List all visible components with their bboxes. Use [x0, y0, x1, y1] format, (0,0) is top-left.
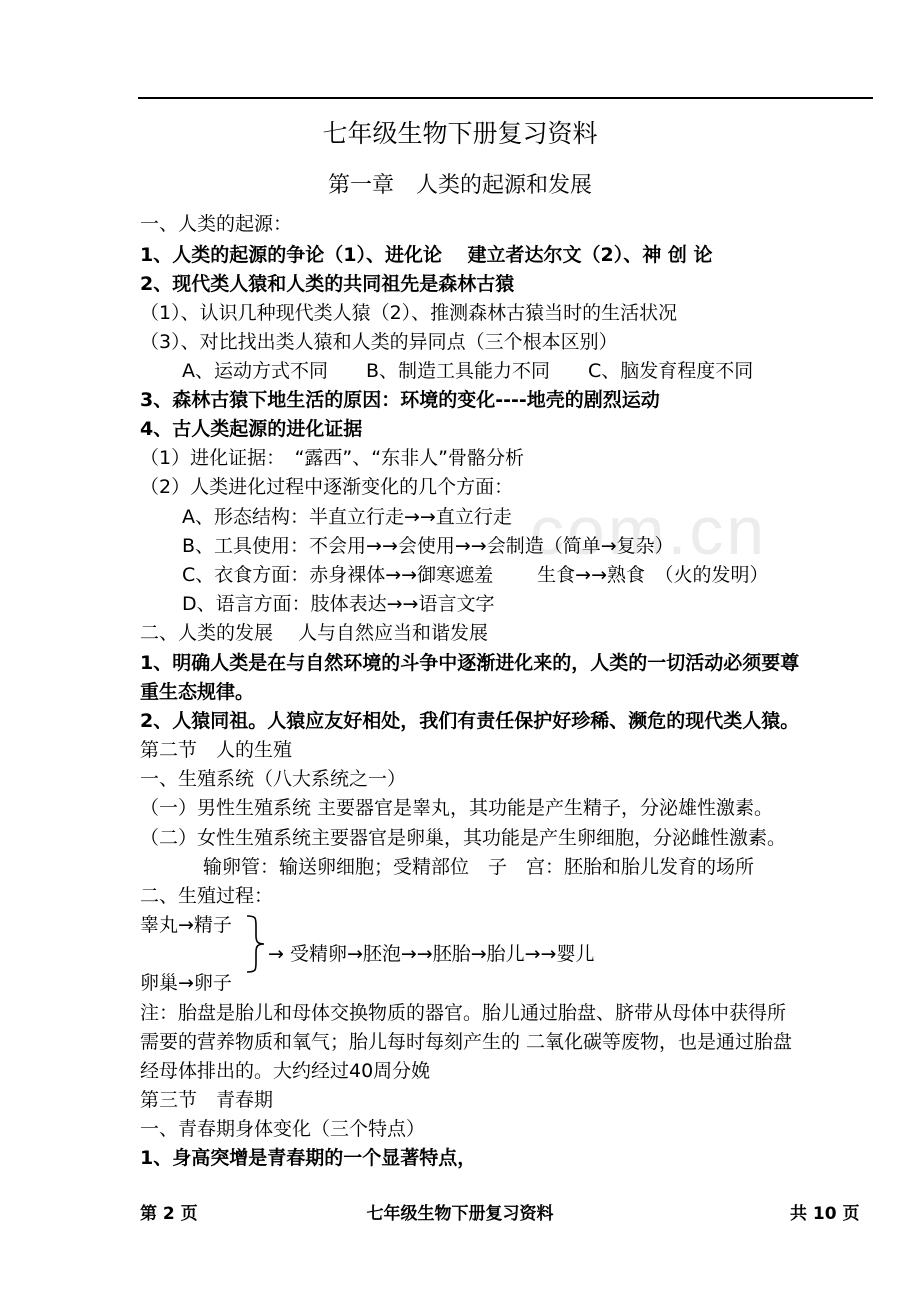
chapter-heading: 第一章 人类的起源和发展 — [327, 173, 592, 198]
watermark: com.cn — [530, 493, 768, 569]
text-line: （3）、对比找出类人猿和人类的异同点（三个根本区别） — [140, 331, 618, 353]
text-line: 一、生殖系统（八大系统之一） — [140, 768, 407, 790]
text-line: 4、古人类起源的进化证据 — [140, 418, 363, 440]
text-line: 注：胎盘是胎儿和母体交换物质的器官。胎儿通过胎盘、脐带从母体中获得所 — [140, 1002, 787, 1024]
header-rule — [138, 97, 873, 99]
text-line: 2、现代类人猿和人类的共同祖先是森林古猿 — [140, 273, 515, 295]
diagram-fertilization-chain: → 受精卵→胚泡→→胚胎→胎儿→→婴儿 — [268, 943, 595, 965]
document-title: 七年级生物下册复习资料 — [322, 119, 598, 148]
text-line: 需要的营养物质和氧气；胎儿每时每刻产生的 二氧化碳等废物，也是通过胎盘 — [140, 1031, 793, 1053]
text-line: 一、人类的起源： — [140, 213, 293, 235]
diagram-testis-sperm: 睾丸→精子 — [140, 914, 232, 936]
text-line: （1）、认识几种现代类人猿（2）、推测森林古猿当时的生活状况 — [140, 302, 678, 324]
diagram-ovary-egg: 卵巢→卵子 — [140, 972, 232, 994]
curly-brace-icon — [244, 914, 268, 974]
text-line: 1、人类的起源的争论（1）、进化论 建立者达尔文（2）、神 创 论 — [140, 244, 713, 266]
text-line: （2）人类进化过程中逐渐变化的几个方面： — [140, 476, 514, 498]
text-line: 经母体排出的。大约经过40周分娩 — [140, 1060, 431, 1082]
text-line: 1、明确人类是在与自然环境的斗争中逐渐进化来的，人类的一切活动必须要尊 — [140, 652, 800, 674]
text-line: 2、人猿同祖。人猿应友好相处，我们有责任保护好珍稀、濒危的现代类人猿。 — [140, 710, 800, 732]
section-heading: 第二节 人的生殖 — [140, 739, 293, 761]
text-line: C、衣食方面：赤身裸体→→御寒遮羞 生食→→熟食 （火的发明） — [182, 564, 769, 586]
text-line: 二、生殖过程： — [140, 885, 274, 907]
text-line: A、运动方式不同 B、制造工具能力不同 C、脑发育程度不同 — [182, 360, 754, 382]
text-line: （1）进化证据： “露西”、“东非人”骨骼分析 — [140, 447, 524, 469]
footer-page-number: 第 2 页 — [140, 1204, 198, 1224]
text-line: （一）男性生殖系统 主要器官是睾丸，其功能是产生精子，分泌雄性激素。 — [140, 797, 774, 819]
footer-total-pages: 共 10 页 — [790, 1204, 860, 1224]
text-line: B、工具使用：不会用→→会使用→→会制造（简单→复杂） — [182, 535, 674, 557]
section-heading: 第三节 青春期 — [140, 1089, 274, 1111]
text-line: 重生态规律。 — [140, 681, 255, 703]
text-line: D、语言方面：肢体表达→→语言文字 — [182, 593, 495, 615]
text-line: A、形态结构：半直立行走→→直立行走 — [182, 506, 512, 528]
footer-title: 七年级生物下册复习资料 — [366, 1204, 554, 1224]
text-line: 1、身高突增是青春期的一个显著特点， — [140, 1147, 477, 1169]
text-line: 3、森林古猿下地生活的原因：环境的变化----地壳的剧烈运动 — [140, 389, 660, 411]
text-line: （二）女性生殖系统主要器官是卵巢，其功能是产生卵细胞，分泌雌性激素。 — [140, 827, 787, 849]
text-line: 二、人类的发展 人与自然应当和谐发展 — [140, 622, 489, 644]
text-line: 一、青春期身体变化（三个特点） — [140, 1118, 426, 1140]
text-line: 输卵管：输送卵细胞；受精部位 子 宫：胚胎和胎儿发育的场所 — [203, 856, 755, 878]
